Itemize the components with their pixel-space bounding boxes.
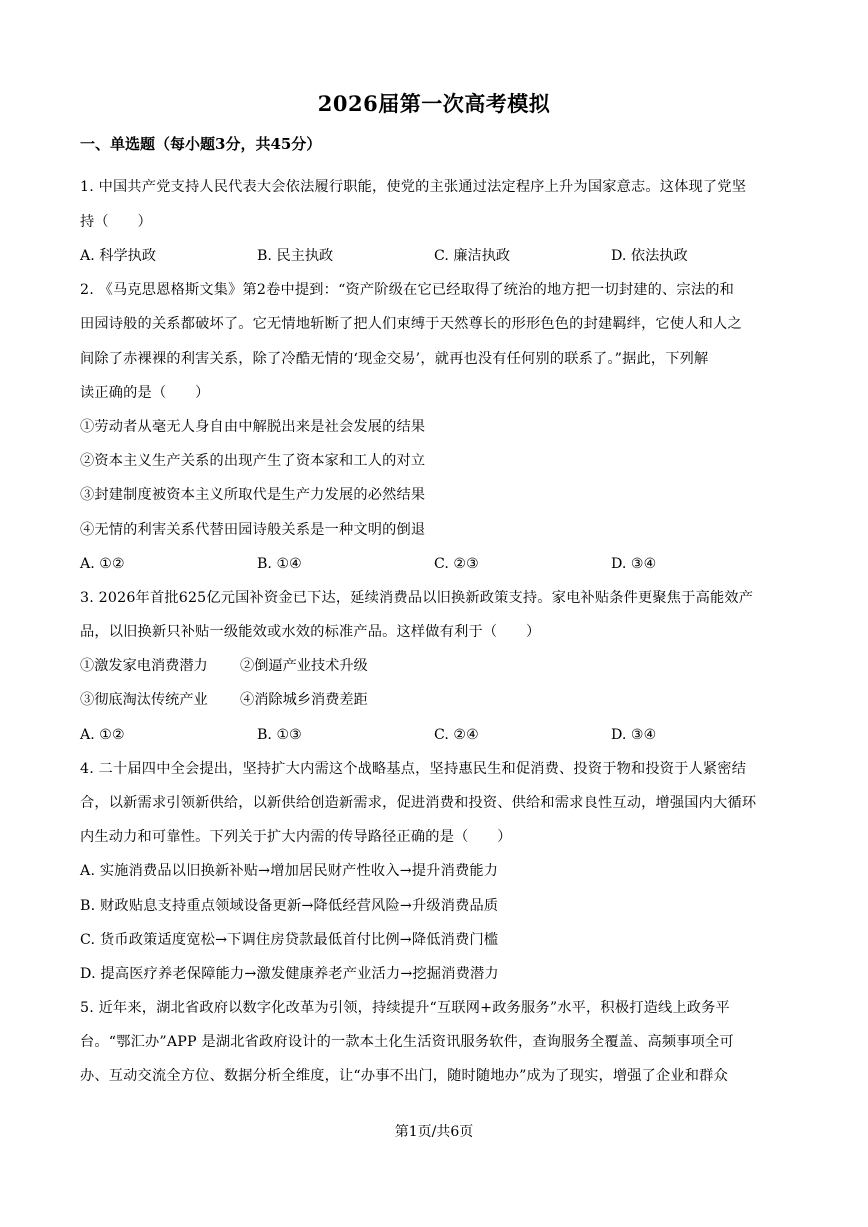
question-2-item-2: ②资本主义生产关系的出现产生了资本家和工人的对立 bbox=[80, 453, 426, 469]
question-4-stem-line-2: 合，以新需求引领新供给，以新供给创造新需求，促进消费和投资、供给和需求良性互动，增强国内大循环 bbox=[80, 795, 757, 811]
question-3-option-a[interactable]: A. ①② bbox=[80, 727, 125, 743]
question-3-items-row-1 bbox=[80, 656, 792, 676]
question-1-option-c[interactable]: C. 廉洁执政 bbox=[434, 248, 511, 264]
question-2-stem-line-4: 读正确的是（ ） bbox=[80, 385, 210, 401]
question-4-option-b[interactable]: B. 财政贴息支持重点领域设备更新→降低经营风险→升级消费品质 bbox=[80, 898, 499, 914]
section-heading: 一、单选题（每小题3分，共45分） bbox=[80, 135, 322, 153]
question-2-option-c[interactable]: C. ②③ bbox=[434, 556, 479, 572]
question-4-option-d[interactable]: D. 提高医疗养老保障能力→激发健康养老产业活力→挖掘消费潜力 bbox=[80, 966, 499, 982]
question-3-option-b[interactable]: B. ①③ bbox=[257, 727, 302, 743]
question-3-item-4: ④消除城乡消费差距 bbox=[240, 692, 368, 708]
question-5-stem-line-1: 5. 近年来，湖北省政府以数字化改革为引领，持续提升“互联网+政务服务”水平，积极打造线上政务平 bbox=[80, 1000, 730, 1016]
question-2-item-1: ①劳动者从毫无人身自由中解脱出来是社会发展的结果 bbox=[80, 419, 426, 435]
question-1-option-d[interactable]: D. 依法执政 bbox=[611, 248, 688, 264]
question-3-options bbox=[80, 725, 792, 745]
page-number: 第1页/共6页 bbox=[394, 1124, 474, 1140]
question-3-items-row-2 bbox=[80, 690, 792, 710]
question-2-options bbox=[80, 554, 792, 574]
question-3-stem-line-1: 3. 2026年首批625亿元国补资金已下达，延续消费品以旧换新政策支持。家电补贴条件更聚焦于高能效产 bbox=[80, 590, 754, 606]
page-title: 2026届第一次高考模拟 bbox=[317, 91, 551, 116]
question-5-stem-line-3: 办、互动交流全方位、数据分析全维度，让“办事不出门，随时随地办”成为了现实，增强了企业和群众 bbox=[80, 1068, 728, 1084]
question-2-option-a[interactable]: A. ①② bbox=[80, 556, 125, 572]
question-1-stem-line-1: 1. 中国共产党支持人民代表大会依法履行职能，使党的主张通过法定程序上升为国家意志。这体现了党坚 bbox=[80, 179, 747, 195]
question-3-item-3: ③彻底淘汰传统产业 bbox=[80, 692, 208, 708]
question-4-stem-line-1: 4. 二十届四中全会提出，坚持扩大内需这个战略基点，坚持惠民生和促消费、投资于物和投资于人紧密结 bbox=[80, 761, 747, 777]
question-3-item-1: ①激发家电消费潜力 bbox=[80, 658, 208, 674]
question-3-item-2: ②倒逼产业技术升级 bbox=[240, 658, 368, 674]
question-5-stem-line-2: 台。“鄂汇办”APP 是湖北省政府设计的一款本土化生活资讯服务软件，查询服务全覆盖、高频事项全可 bbox=[80, 1034, 734, 1050]
question-2-stem-line-3: 间除了赤裸裸的利害关系，除了冷酷无情的‘现金交易’，就再也没有任何别的联系了。”据此，下列解 bbox=[80, 351, 709, 367]
question-1-stem-line-2: 持（ ） bbox=[80, 214, 152, 230]
question-4-option-c[interactable]: C. 货币政策适度宽松→下调住房贷款最低首付比例→降低消费门槛 bbox=[80, 932, 499, 948]
question-4-stem-line-3: 内生动力和可靠性。下列关于扩大内需的传导路径正确的是（ ） bbox=[80, 829, 512, 845]
question-1-option-b[interactable]: B. 民主执政 bbox=[257, 248, 334, 264]
question-3-option-d[interactable]: D. ③④ bbox=[611, 727, 657, 743]
question-2-item-3: ③封建制度被资本主义所取代是生产力发展的必然结果 bbox=[80, 487, 426, 503]
question-3-option-c[interactable]: C. ②④ bbox=[434, 727, 479, 743]
question-4-option-a[interactable]: A. 实施消费品以旧换新补贴→增加居民财产性收入→提升消费能力 bbox=[80, 863, 499, 879]
question-2-item-4: ④无情的利害关系代替田园诗般关系是一种文明的倒退 bbox=[80, 522, 426, 538]
question-2-stem-line-2: 田园诗般的关系都破坏了。它无情地斩断了把人们束缚于天然尊长的形形色色的封建羁绊，它使人和人之 bbox=[80, 316, 742, 332]
question-3-stem-line-2: 品，以旧换新只补贴一级能效或水效的标准产品。这样做有利于（ ） bbox=[80, 624, 541, 640]
question-1-option-a[interactable]: A. 科学执政 bbox=[80, 248, 157, 264]
question-2-stem-line-1: 2. 《马克思恩格斯文集》第2卷中提到：“资产阶级在它已经取得了统治的地方把一切封建的、宗法的和 bbox=[80, 282, 734, 298]
question-2-option-b[interactable]: B. ①④ bbox=[257, 556, 302, 572]
question-2-option-d[interactable]: D. ③④ bbox=[611, 556, 657, 572]
question-1-options bbox=[80, 246, 792, 266]
